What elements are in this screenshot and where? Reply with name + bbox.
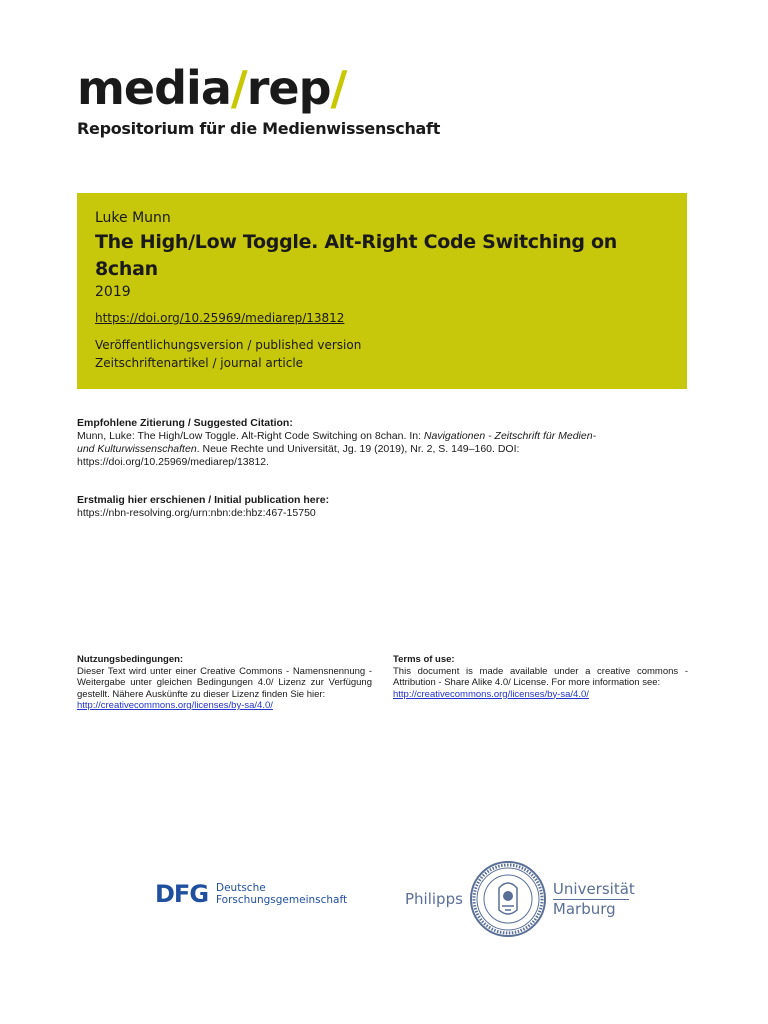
marburg-city: Marburg [552, 899, 616, 918]
marburg-universitaet: Universität [552, 879, 635, 898]
logo-media: media [77, 61, 231, 115]
logo-slash: / [330, 61, 347, 115]
terms-de-heading: Nutzungsbedingungen: [77, 654, 184, 665]
terms-of-use-english [393, 654, 688, 700]
citation-heading: Empfohlene Zitierung / Suggested Citation: [77, 417, 293, 429]
dfg-wordmark [216, 882, 347, 906]
doi-link[interactable]: https://doi.org/10.25969/mediarep/13812 [95, 311, 345, 325]
citation-text-part1: Munn, Luke: The High/Low Toggle. Alt-Right Code Switching on 8chan. In: [77, 430, 424, 442]
marburg-logo [405, 860, 635, 938]
dfg-line2: Forschungsgemeinschaft [216, 894, 348, 906]
suggested-citation [77, 417, 597, 469]
dfg-logo [155, 880, 347, 908]
publication-year: 2019 [95, 284, 131, 300]
document-title: The High/Low Toggle. Alt-Right Code Switching on 8chan [95, 231, 618, 280]
citation-text-part2: . Neue Rechte und Universität, Jg. 19 (2019), Nr. 2, S. 149–160. DOI: https://doi.org/10.25969/mediarep/13812. [77, 443, 520, 468]
citation-text [77, 430, 597, 469]
initial-publication-heading: Erstmalig hier erschienen / Initial publication here: [77, 494, 330, 506]
terms-en-body: This document is made available under a creative commons - Attribution - Share Alike 4.0/ License. For more information see: [393, 665, 688, 688]
mediarep-logo [77, 60, 346, 116]
initial-publication [77, 494, 597, 520]
dfg-line1: Deutsche [216, 882, 266, 894]
terms-de-license-link[interactable]: http://creativecommons.org/licenses/by-sa/4.0/ [77, 700, 273, 711]
terms-en-heading: Terms of use: [393, 654, 455, 665]
university-seal-icon [469, 860, 547, 938]
terms-en-license-link[interactable]: http://creativecommons.org/licenses/by-sa/4.0/ [393, 688, 589, 700]
document-info-banner [77, 193, 687, 389]
version-label: Veröffentlichungsversion / published version [95, 338, 362, 352]
marburg-wordmark [553, 880, 635, 919]
dfg-mark: DFG [155, 880, 209, 908]
terms-de-body: Dieser Text wird unter einer Creative Commons - Namensnennung - Weitergabe unter gleichen Bedingungen 4.0/ Lizenz zur Verfügung gestellt. Nähere Auskünfte zu dieser Lizenz finden Sie hier: [77, 665, 372, 700]
logo-slash: / [230, 61, 247, 115]
document-type-label: Zeitschriftenartikel / journal article [95, 356, 304, 370]
logo-rep: rep [246, 61, 331, 115]
citation-journal: Navigationen - Zeitschrift für Medien- und Kulturwissenschaften [77, 430, 597, 455]
author-name: Luke Munn [95, 210, 171, 226]
initial-publication-url[interactable]: https://nbn-resolving.org/urn:nbn:de:hbz:467-15750 [77, 507, 316, 519]
repository-tagline: Repositorium für die Medienwissenschaft [77, 119, 441, 138]
marburg-philipps: Philipps [405, 890, 463, 908]
terms-of-use-german [77, 654, 372, 712]
